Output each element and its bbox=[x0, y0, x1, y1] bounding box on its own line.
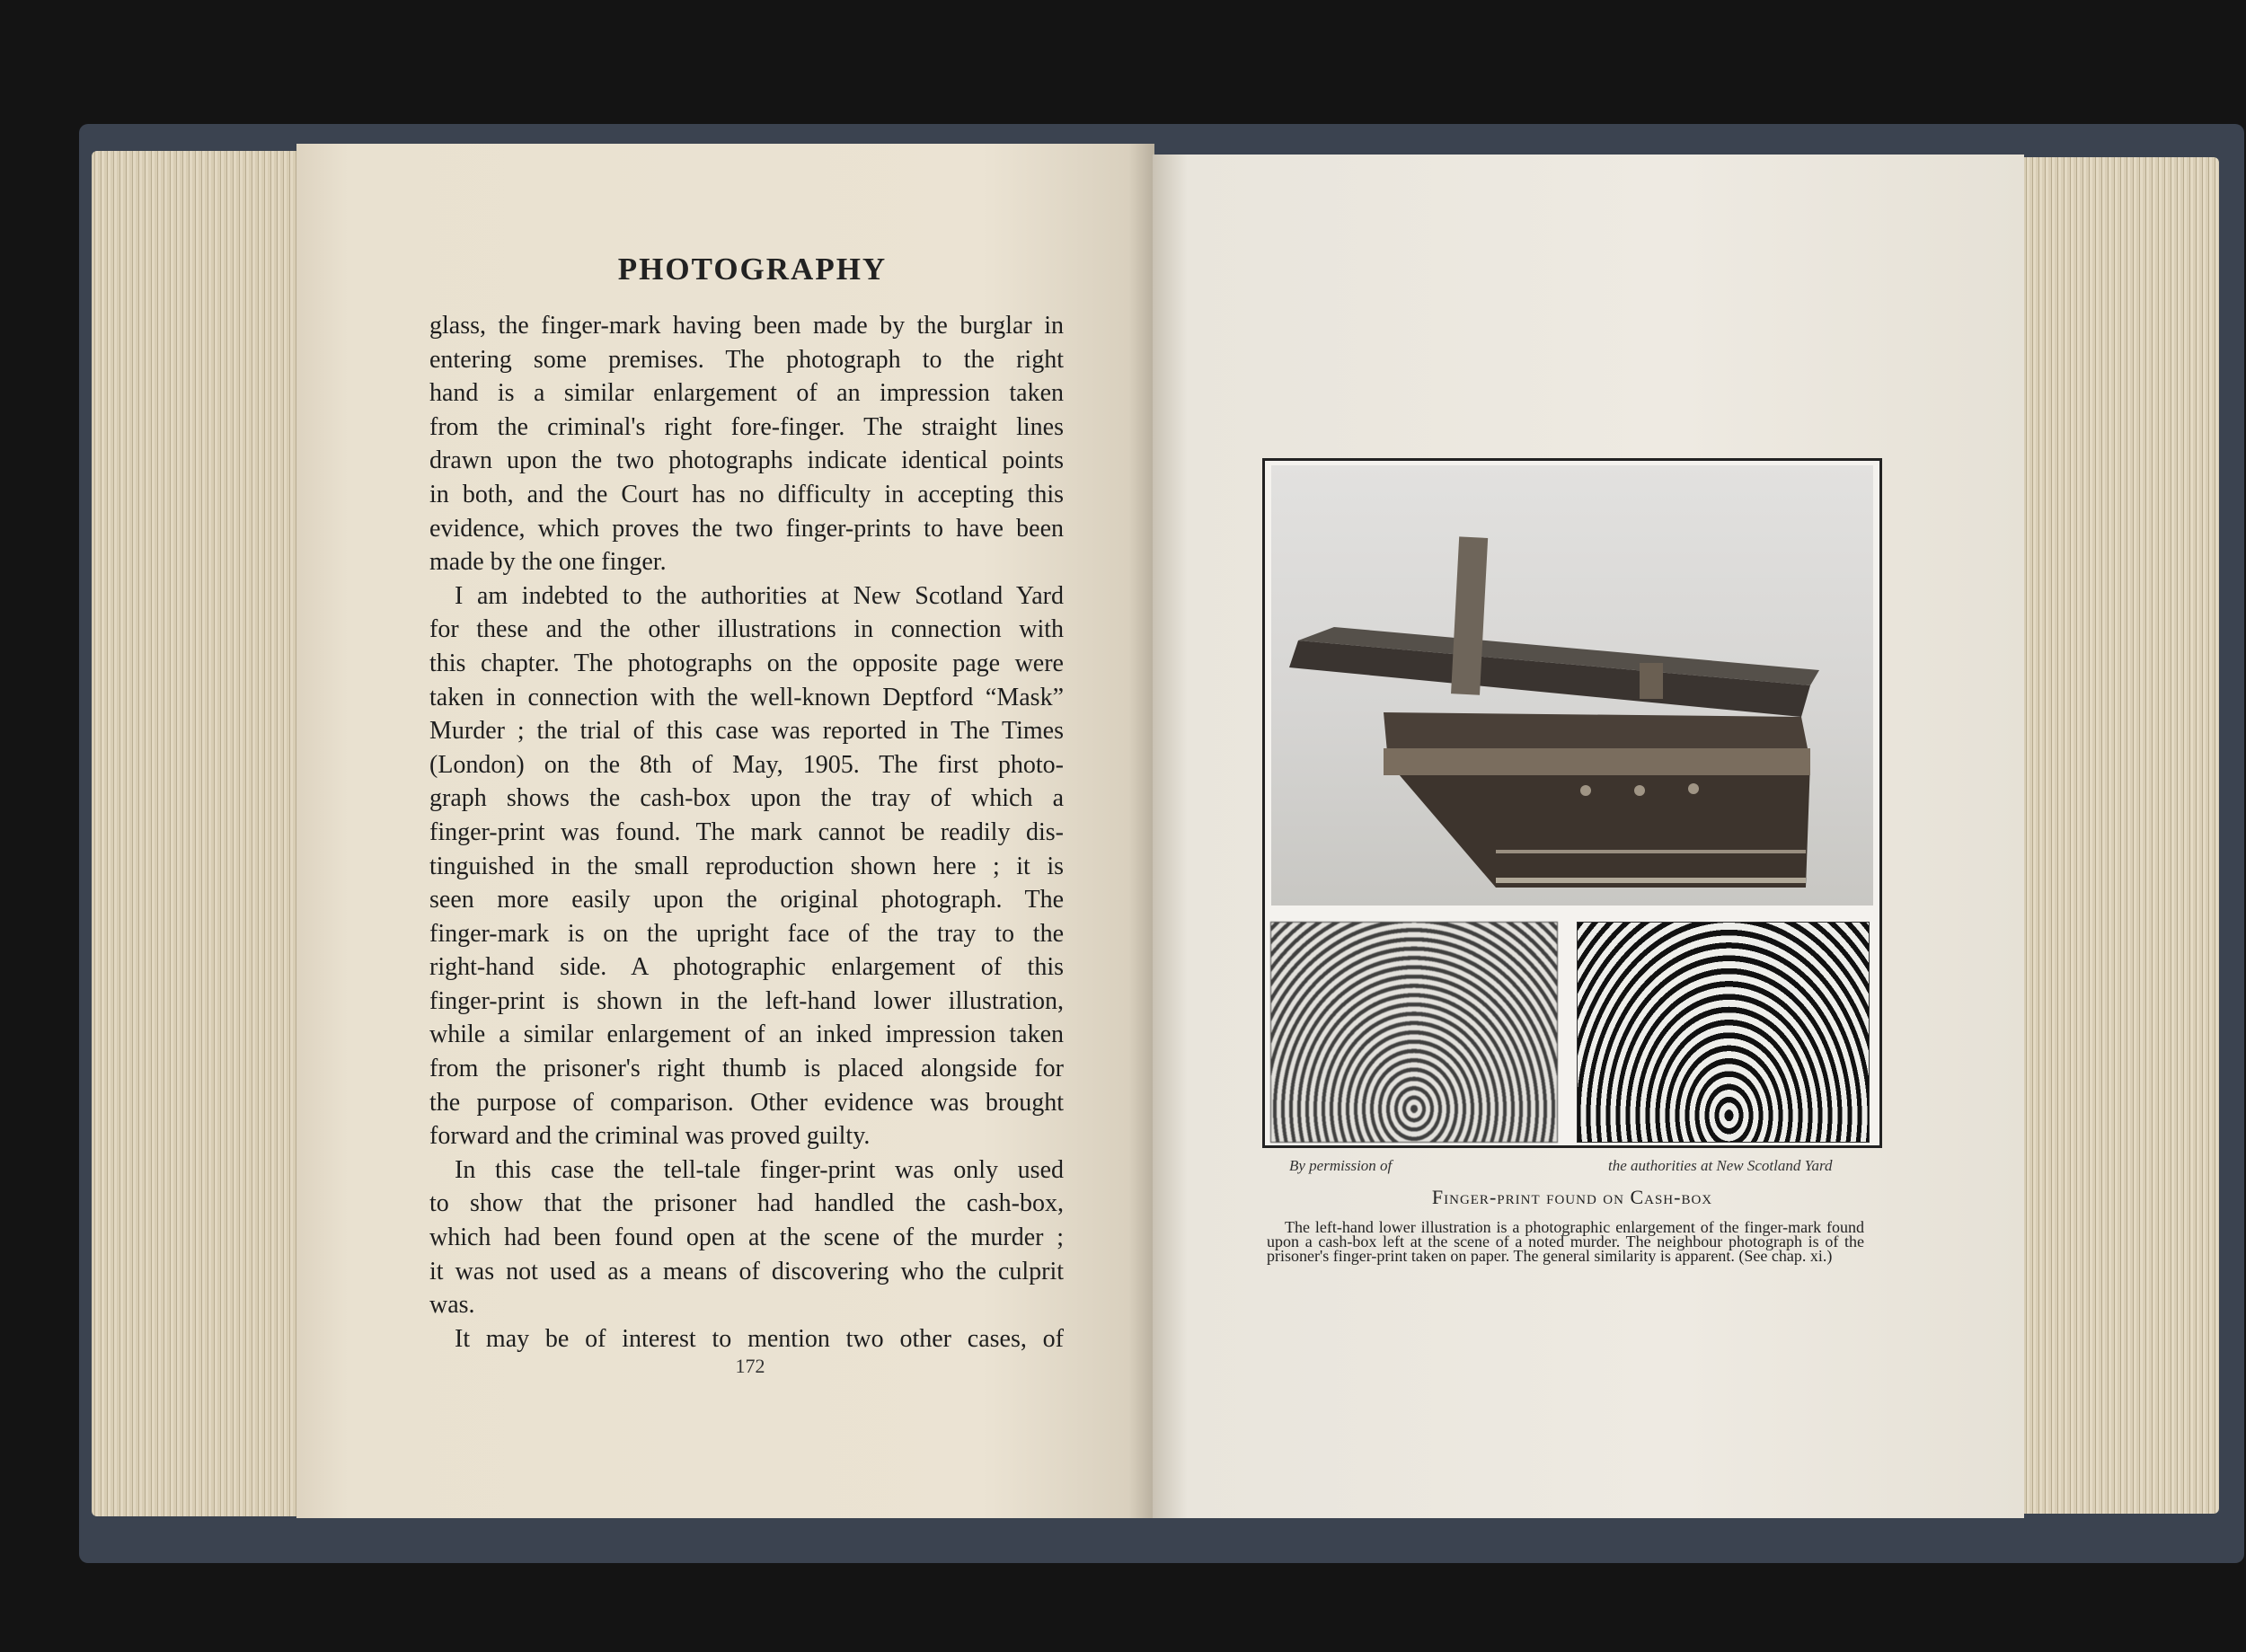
text-line: graph shows the cash-box upon the tray of which a bbox=[429, 784, 1064, 813]
plate-title: Finger-print found on Cash-box bbox=[1431, 1186, 1713, 1208]
text-line: in both, and the Court has no difficulty in accepting this bbox=[429, 480, 1064, 508]
credit-right: the authorities at New Scotland Yard bbox=[1608, 1157, 1833, 1174]
text-line: evidence, which proves the two finger-prints to have been bbox=[429, 514, 1064, 543]
text-line: In this case the tell-tale finger-print was only used bbox=[455, 1155, 1064, 1184]
text-line: hand is a similar enlargement of an impression taken bbox=[429, 379, 1064, 408]
left-page-edges bbox=[92, 151, 307, 1516]
prisoner-fingerprint-enlargement bbox=[1577, 922, 1870, 1143]
text-line: tinguished in the small reproduction shown here ; it is bbox=[429, 852, 1064, 880]
text-line: while a similar enlargement of an inked impression taken bbox=[429, 1020, 1064, 1049]
text-line: entering some premises. The photograph to the right bbox=[429, 345, 1064, 374]
text-line: drawn upon the two photographs indicate identical points bbox=[429, 446, 1064, 475]
text-line: glass, the finger-mark having been made by the burglar in bbox=[429, 312, 1064, 340]
text-line: seen more easily upon the original photograph. The bbox=[429, 886, 1064, 914]
text-line: forward and the criminal was proved guilty. bbox=[429, 1122, 871, 1151]
text-line: for these and the other illustrations in connection with bbox=[429, 615, 1064, 644]
text-line: (London) on the 8th of May, 1905. The first photo- bbox=[429, 750, 1064, 779]
text-line: which had been found open at the scene of the murder ; bbox=[429, 1224, 1064, 1252]
text-line: finger-mark is on the upright face of the tray to the bbox=[429, 919, 1064, 948]
text-line: It may be of interest to mention two other cases, of bbox=[455, 1324, 1064, 1353]
credit-left: By permission of bbox=[1289, 1157, 1393, 1174]
text-line: made by the one finger. bbox=[429, 548, 667, 577]
cash-box-photograph bbox=[1271, 465, 1873, 906]
plate-caption: The left-hand lower illustration is a photographic enlargement of the finger-mark found upon a cash-box left at the scene of a noted murder. The neighbour photograph is of the prisoner's finger-print taken on paper. The general similarity is apparent. (See chap. xi.) bbox=[1267, 1218, 1864, 1265]
text-line: from the prisoner's right thumb is placed alongside for bbox=[429, 1055, 1064, 1083]
crime-scene-fingerprint-enlargement bbox=[1270, 922, 1558, 1143]
text-line: the purpose of comparison. Other evidence was brought bbox=[429, 1088, 1064, 1117]
text-line: Murder ; the trial of this case was reported in The Times bbox=[429, 717, 1064, 746]
text-line: finger-print is shown in the left-hand lower illustration, bbox=[429, 986, 1064, 1015]
text-line: this chapter. The photographs on the opposite page were bbox=[429, 649, 1064, 677]
text-line: to show that the prisoner had handled the cash-box, bbox=[429, 1189, 1064, 1218]
running-head: PHOTOGRAPHY bbox=[617, 252, 888, 287]
text-line: it was not used as a means of discovering who the culprit bbox=[429, 1257, 1064, 1285]
text-line: right-hand side. A photographic enlargement of this bbox=[429, 953, 1064, 982]
text-line: was. bbox=[429, 1291, 475, 1320]
body-text bbox=[429, 309, 1064, 1356]
text-line: from the criminal's right fore-finger. The straight lines bbox=[429, 412, 1064, 441]
text-line: I am indebted to the authorities at New Scotland Yard bbox=[455, 581, 1064, 610]
page-number: 172 bbox=[735, 1355, 765, 1377]
right-page-edges bbox=[2017, 157, 2219, 1514]
text-line: taken in connection with the well-known Deptford “Mask” bbox=[429, 683, 1064, 711]
text-line: finger-print was found. The mark cannot be readily dis- bbox=[429, 817, 1064, 846]
